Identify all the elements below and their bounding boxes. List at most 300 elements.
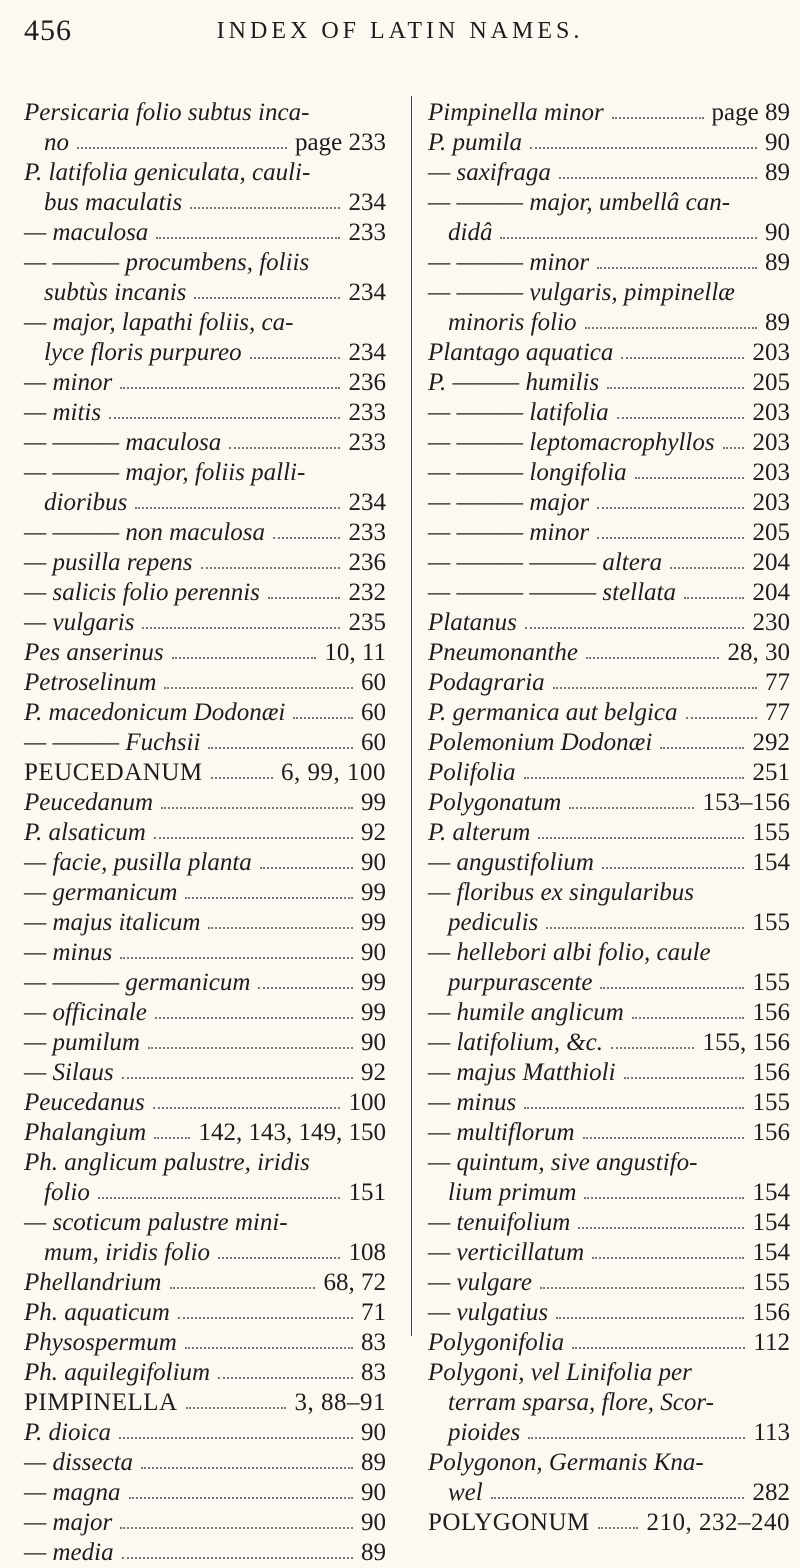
entry-name: — major xyxy=(24,1509,113,1536)
entry-name: — mitis xyxy=(24,399,102,426)
index-entry xyxy=(428,158,790,188)
entry-page: 155 xyxy=(752,909,790,936)
entry-page: page 89 xyxy=(711,99,790,126)
entry-page: 155, 156 xyxy=(702,1029,790,1056)
entry-name: — quintum, sive angustifo- xyxy=(428,1149,698,1176)
entry-name: — floribus ex singularibus xyxy=(428,879,694,906)
dot-leader xyxy=(273,537,340,539)
entry-page: 210, 232–240 xyxy=(646,1509,790,1536)
dot-leader xyxy=(617,417,744,419)
dot-leader xyxy=(556,1317,744,1319)
entry-page: 235 xyxy=(348,609,386,636)
entry-page: 60 xyxy=(361,729,386,756)
dot-leader xyxy=(602,867,744,869)
entry-name: — ——— germanicum xyxy=(24,969,251,996)
entry-page: 234 xyxy=(348,189,386,216)
dot-leader xyxy=(293,717,353,719)
entry-page: 3, 88–91 xyxy=(294,1389,386,1416)
dot-leader xyxy=(592,1257,744,1259)
dot-leader xyxy=(528,1437,745,1439)
index-entry xyxy=(24,758,386,788)
dot-leader xyxy=(723,447,744,449)
index-entry xyxy=(428,1328,790,1358)
dot-leader xyxy=(120,957,353,959)
dot-leader xyxy=(612,117,704,119)
entry-name: — verticillatum xyxy=(428,1239,585,1266)
entry-page: 153–156 xyxy=(702,789,790,816)
entry-page: 236 xyxy=(348,549,386,576)
entry-name: Phalangium xyxy=(24,1119,147,1146)
index-entry xyxy=(428,1298,790,1328)
entry-name: pioides xyxy=(448,1419,521,1446)
dot-leader xyxy=(524,777,744,779)
entry-page: 112 xyxy=(753,1329,790,1356)
entry-page: 6, 99, 100 xyxy=(281,759,386,786)
index-entry xyxy=(428,248,790,278)
index-entry xyxy=(24,398,386,428)
index-entry xyxy=(428,1208,790,1238)
entry-name: — ——— major, foliis palli- xyxy=(24,459,306,486)
index-entry xyxy=(24,548,386,578)
entry-name: — ——— major, umbellâ can- xyxy=(428,189,731,216)
entry-name: — maculosa xyxy=(24,219,149,246)
entry-name: Polygonatum xyxy=(428,789,562,816)
dot-leader xyxy=(583,1137,744,1139)
entry-name: P. alsaticum xyxy=(24,819,146,846)
entry-name: — vulgatius xyxy=(428,1299,549,1326)
entry-page: 68, 72 xyxy=(323,1269,386,1296)
entry-name: P. ——— humilis xyxy=(428,369,600,396)
entry-name: — ——— minor xyxy=(428,519,590,546)
index-entry xyxy=(428,1118,790,1148)
index-entry xyxy=(24,968,386,998)
dot-leader xyxy=(584,1197,744,1199)
entry-name: — vulgaris xyxy=(24,609,135,636)
index-entry xyxy=(428,1448,790,1478)
index-entry xyxy=(428,278,790,308)
index-entry xyxy=(24,1028,386,1058)
page-number: 456 xyxy=(24,14,72,47)
entry-page: 89 xyxy=(361,1539,386,1566)
index-entry xyxy=(428,398,790,428)
dot-leader xyxy=(119,1437,353,1439)
dot-leader xyxy=(154,837,353,839)
dot-leader xyxy=(624,1077,744,1079)
entry-name: Platanus xyxy=(428,609,517,636)
index-entry xyxy=(428,1358,790,1388)
entry-name: Pes anserinus xyxy=(24,639,164,666)
index-entry xyxy=(24,1478,386,1508)
index-entry xyxy=(428,1178,790,1208)
index-entry xyxy=(24,1118,386,1148)
dot-leader xyxy=(524,1107,744,1109)
index-entry xyxy=(428,908,790,938)
index-entry xyxy=(24,1358,386,1388)
index-entry xyxy=(24,428,386,458)
entry-name: Ph. aquilegifolium xyxy=(24,1359,211,1386)
entry-name: P. latifolia geniculata, cauli- xyxy=(24,159,311,186)
dot-leader xyxy=(218,1377,353,1379)
index-entry xyxy=(428,368,790,398)
entry-page: 10, 11 xyxy=(324,639,386,666)
entry-name: — ——— ——— altera xyxy=(428,549,663,576)
index-entry xyxy=(24,848,386,878)
entry-name: PEUCEDANUM xyxy=(24,759,203,786)
entry-page: 204 xyxy=(752,549,790,576)
right-column xyxy=(428,98,790,1538)
entry-page: 156 xyxy=(752,1299,790,1326)
entry-page: 90 xyxy=(361,939,386,966)
entry-page: 142, 143, 149, 150 xyxy=(198,1119,386,1146)
index-entry xyxy=(24,728,386,758)
dot-leader xyxy=(122,1077,353,1079)
entry-page: 230 xyxy=(752,609,790,636)
entry-name: bus maculatis xyxy=(44,189,183,216)
index-entry xyxy=(24,668,386,698)
entry-page: 90 xyxy=(361,1479,386,1506)
entry-page: 203 xyxy=(752,429,790,456)
index-entry xyxy=(428,458,790,488)
entry-name: lium primum xyxy=(448,1179,577,1206)
entry-name: purpurascente xyxy=(448,969,593,996)
dot-leader xyxy=(148,1047,353,1049)
entry-page: 89 xyxy=(765,159,790,186)
entry-name: Ph. anglicum palustre, iridis xyxy=(24,1149,310,1176)
entry-page: 203 xyxy=(752,459,790,486)
index-entry xyxy=(428,1268,790,1298)
index-entry xyxy=(428,518,790,548)
dot-leader xyxy=(141,1467,353,1469)
entry-page: 83 xyxy=(361,1359,386,1386)
entry-page: 151 xyxy=(348,1179,386,1206)
entry-name: Peucedanus xyxy=(24,1089,145,1116)
index-entry xyxy=(428,758,790,788)
dot-leader xyxy=(190,207,340,209)
entry-page: 71 xyxy=(361,1299,386,1326)
entry-name: — germanicum xyxy=(24,879,178,906)
entry-page: 234 xyxy=(348,489,386,516)
entry-page: 232 xyxy=(348,579,386,606)
index-entry xyxy=(24,1388,386,1418)
entry-page: 77 xyxy=(765,699,790,726)
dot-leader xyxy=(553,687,757,689)
dot-leader xyxy=(598,1527,638,1529)
entry-name: Plantago aquatica xyxy=(428,339,614,366)
entry-name: — facie, pusilla planta xyxy=(24,849,252,876)
column-divider xyxy=(411,96,412,1336)
dot-leader xyxy=(611,1047,694,1049)
index-entry xyxy=(24,518,386,548)
entry-name: lyce floris purpureo xyxy=(44,339,242,366)
dot-leader xyxy=(170,1287,315,1289)
dot-leader xyxy=(122,1557,353,1559)
dot-leader xyxy=(597,507,744,509)
entry-name: mum, iridis folio xyxy=(44,1239,210,1266)
entry-name: — ——— vulgaris, pimpinellæ xyxy=(428,279,735,306)
entry-page: 292 xyxy=(752,729,790,756)
index-entry xyxy=(428,848,790,878)
entry-name: — angustifolium xyxy=(428,849,594,876)
dot-leader xyxy=(546,927,744,929)
entry-name: — hellebori albi folio, caule xyxy=(428,939,711,966)
entry-page: 99 xyxy=(361,789,386,816)
entry-name: — dissecta xyxy=(24,1449,134,1476)
index-entry xyxy=(428,488,790,518)
entry-page: 83 xyxy=(361,1329,386,1356)
dot-leader xyxy=(607,387,744,389)
index-entry xyxy=(24,938,386,968)
entry-page: 234 xyxy=(348,339,386,366)
dot-leader xyxy=(129,1497,353,1499)
index-entry xyxy=(24,908,386,938)
entry-name: — ——— Fuchsii xyxy=(24,729,201,756)
entry-page: 233 xyxy=(348,219,386,246)
index-entry xyxy=(24,1238,386,1268)
entry-page: 90 xyxy=(361,849,386,876)
dot-leader xyxy=(621,357,744,359)
dot-leader xyxy=(525,627,744,629)
entry-page: 100 xyxy=(348,1089,386,1116)
index-entry xyxy=(24,308,386,338)
dot-leader xyxy=(540,1287,744,1289)
index-entry xyxy=(428,128,790,158)
dot-leader xyxy=(229,447,340,449)
index-entry xyxy=(24,1448,386,1478)
entry-name: — latifolium, &c. xyxy=(428,1029,603,1056)
entry-name: P. macedonicum Dodonæi xyxy=(24,699,286,726)
dot-leader xyxy=(586,657,719,659)
index-entry xyxy=(24,1058,386,1088)
dot-leader xyxy=(635,477,744,479)
entry-name: Peucedanum xyxy=(24,789,154,816)
index-entry xyxy=(24,1298,386,1328)
entry-name: — ——— major xyxy=(428,489,590,516)
entry-page: 90 xyxy=(361,1029,386,1056)
entry-name: pediculis xyxy=(448,909,539,936)
index-entry xyxy=(24,98,386,128)
entry-page: 77 xyxy=(765,669,790,696)
entry-name: dioribus xyxy=(44,489,128,516)
dot-leader xyxy=(208,927,353,929)
index-entry xyxy=(24,368,386,398)
entry-name: PIMPINELLA xyxy=(24,1389,178,1416)
index-entry xyxy=(24,338,386,368)
dot-leader xyxy=(142,627,340,629)
dot-leader xyxy=(186,1407,286,1409)
entry-page: 113 xyxy=(753,1419,790,1446)
dot-leader xyxy=(578,1227,744,1229)
dot-leader xyxy=(164,687,353,689)
entry-name: Polygoni, vel Linifolia per xyxy=(428,1359,692,1386)
dot-leader xyxy=(98,1197,340,1199)
entry-page: 89 xyxy=(765,309,790,336)
entry-name: minoris folio xyxy=(448,309,577,336)
entry-page: 155 xyxy=(752,969,790,996)
dot-leader xyxy=(156,237,340,239)
dot-leader xyxy=(538,837,744,839)
dot-leader xyxy=(218,1257,340,1259)
entry-page: 90 xyxy=(361,1509,386,1536)
index-entry xyxy=(24,158,386,188)
entry-name: — tenuifolium xyxy=(428,1209,571,1236)
index-entry xyxy=(428,1388,790,1418)
index-entry xyxy=(24,1328,386,1358)
index-entry xyxy=(24,788,386,818)
entry-name: — ——— procumbens, foliis xyxy=(24,249,310,276)
entry-page: 99 xyxy=(361,879,386,906)
index-entry xyxy=(428,728,790,758)
entry-page: 108 xyxy=(348,1239,386,1266)
entry-page: 99 xyxy=(361,999,386,1026)
dot-leader xyxy=(135,507,340,509)
dot-leader xyxy=(559,177,757,179)
entry-page: 155 xyxy=(752,1089,790,1116)
index-entry xyxy=(24,608,386,638)
entry-name: — vulgare xyxy=(428,1269,532,1296)
entry-name: — media xyxy=(24,1539,114,1566)
index-entry xyxy=(24,1208,386,1238)
entry-name: — pumilum xyxy=(24,1029,140,1056)
entry-name: — saxifraga xyxy=(428,159,551,186)
entry-name: Ph. aquaticum xyxy=(24,1299,170,1326)
dot-leader xyxy=(77,147,287,149)
entry-page: 89 xyxy=(765,249,790,276)
index-entry xyxy=(428,998,790,1028)
running-head: INDEX OF LATIN NAMES. xyxy=(216,18,584,44)
index-entry xyxy=(24,218,386,248)
entry-page: 233 xyxy=(348,519,386,546)
index-entry xyxy=(24,1418,386,1448)
entry-name: — minus xyxy=(428,1089,517,1116)
entry-name: — majus Matthioli xyxy=(428,1059,616,1086)
index-entry xyxy=(428,1028,790,1058)
index-entry xyxy=(428,968,790,998)
entry-name: — ——— maculosa xyxy=(24,429,222,456)
entry-name: — minus xyxy=(24,939,113,966)
entry-name: — humile anglicum xyxy=(428,999,624,1026)
entry-name: Pneumonanthe xyxy=(428,639,578,666)
dot-leader xyxy=(250,357,340,359)
index-entry xyxy=(428,218,790,248)
dot-leader xyxy=(500,237,757,239)
entry-page: 92 xyxy=(361,819,386,846)
dot-leader xyxy=(208,747,353,749)
entry-page: 154 xyxy=(752,1179,790,1206)
entry-page: 60 xyxy=(361,669,386,696)
dot-leader xyxy=(178,1317,353,1319)
entry-name: — majus italicum xyxy=(24,909,201,936)
entry-name: P. pumila xyxy=(428,129,522,156)
entry-page: 205 xyxy=(752,369,790,396)
entry-page: 156 xyxy=(752,1119,790,1146)
dot-leader xyxy=(572,1347,745,1349)
entry-name: — scoticum palustre mini- xyxy=(24,1209,288,1236)
entry-name: — ——— ——— stellata xyxy=(428,579,676,606)
entry-page: 204 xyxy=(752,579,790,606)
entry-page: 154 xyxy=(752,1209,790,1236)
entry-page: page 233 xyxy=(295,129,386,156)
entry-name: — ——— longifolia xyxy=(428,459,627,486)
dot-leader xyxy=(597,267,757,269)
index-entry xyxy=(428,188,790,218)
left-column xyxy=(24,98,386,1568)
dot-leader xyxy=(120,387,340,389)
entry-name: terram sparsa, flore, Scor- xyxy=(448,1389,714,1416)
dot-leader xyxy=(155,1017,353,1019)
index-entry xyxy=(428,1148,790,1178)
entry-page: 282 xyxy=(752,1479,790,1506)
index-entry xyxy=(428,98,790,128)
entry-name: Polygonon, Germanis Kna- xyxy=(428,1449,704,1476)
dot-leader xyxy=(120,1527,353,1529)
entry-name: — ——— minor xyxy=(428,249,590,276)
page-header xyxy=(0,14,800,54)
index-entry xyxy=(428,638,790,668)
index-entry xyxy=(428,1088,790,1118)
dot-leader xyxy=(109,417,340,419)
index-entry xyxy=(428,698,790,728)
entry-name: — ——— leptomacrophyllos xyxy=(428,429,715,456)
index-entry xyxy=(24,1088,386,1118)
dot-leader xyxy=(194,297,340,299)
index-entry xyxy=(24,188,386,218)
entry-name: P. dioica xyxy=(24,1419,112,1446)
entry-name: P. germanica aut belgica xyxy=(428,699,678,726)
entry-page: 234 xyxy=(348,279,386,306)
index-entry xyxy=(24,488,386,518)
dot-leader xyxy=(161,807,353,809)
index-entry xyxy=(24,1178,386,1208)
entry-page: 90 xyxy=(765,219,790,246)
entry-page: 60 xyxy=(361,699,386,726)
index-entry xyxy=(428,818,790,848)
entry-page: 154 xyxy=(752,1239,790,1266)
index-entry xyxy=(24,1508,386,1538)
entry-page: 89 xyxy=(361,1449,386,1476)
index-entry xyxy=(428,668,790,698)
entry-page: 203 xyxy=(752,399,790,426)
index-entry xyxy=(24,128,386,158)
index-entry xyxy=(24,1148,386,1178)
dot-leader xyxy=(600,987,744,989)
dot-leader xyxy=(153,1107,340,1109)
index-entry xyxy=(428,608,790,638)
entry-name: Persicaria folio subtus inca- xyxy=(24,99,310,126)
dot-leader xyxy=(185,897,353,899)
entry-name: — Silaus xyxy=(24,1059,114,1086)
dot-leader xyxy=(491,1497,744,1499)
entry-page: 90 xyxy=(765,129,790,156)
entry-name: POLYGONUM xyxy=(428,1509,590,1536)
index-entry xyxy=(24,1538,386,1568)
index-entry xyxy=(24,578,386,608)
dot-leader xyxy=(172,657,316,659)
entry-name: Phellandrium xyxy=(24,1269,162,1296)
index-entry xyxy=(24,458,386,488)
entry-name: — major, lapathi foliis, ca- xyxy=(24,309,294,336)
entry-name: Physospermum xyxy=(24,1329,177,1356)
dot-leader xyxy=(670,567,744,569)
entry-name: didâ xyxy=(448,219,493,246)
entry-name: — ——— non maculosa xyxy=(24,519,265,546)
dot-leader xyxy=(686,717,757,719)
entry-page: 156 xyxy=(752,1059,790,1086)
entry-name: P. alterum xyxy=(428,819,531,846)
index-entry xyxy=(24,1268,386,1298)
index-entry xyxy=(24,878,386,908)
dot-leader xyxy=(597,537,744,539)
index-entry xyxy=(24,698,386,728)
